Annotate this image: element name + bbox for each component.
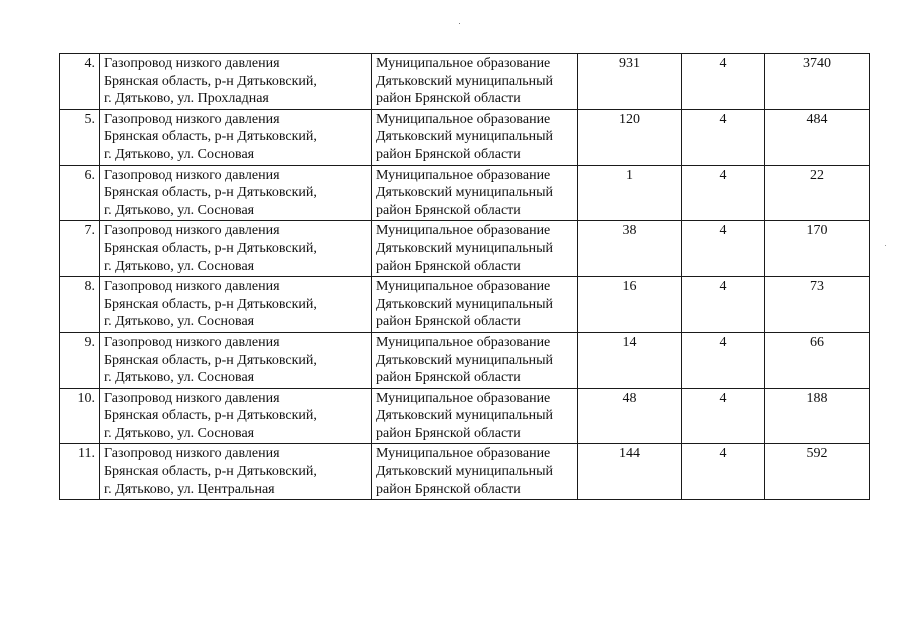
owner <box>372 109 578 165</box>
scan-speck <box>459 23 460 24</box>
table-row <box>60 332 870 388</box>
object-description <box>100 277 372 333</box>
second-value: 4 <box>682 54 765 110</box>
object-description <box>100 221 372 277</box>
object-region: Брянская область, р-н Дятьковский, <box>104 240 317 256</box>
row-number: 7. <box>60 221 100 277</box>
owner-line-2: Дятьковский муниципальный <box>376 73 554 89</box>
length-value: 38 <box>578 221 682 277</box>
owner-line-2: Дятьковский муниципальный <box>376 240 554 256</box>
owner-line-3: район Брянской области <box>376 370 521 386</box>
object-region: Брянская область, р-н Дятьковский, <box>104 129 317 145</box>
owner-line-2: Дятьковский муниципальный <box>376 185 554 201</box>
third-value: 484 <box>765 109 870 165</box>
scan-speck <box>885 245 886 246</box>
owner <box>372 388 578 444</box>
owner-line-3: район Брянской области <box>376 91 521 107</box>
table-row <box>60 277 870 333</box>
second-value: 4 <box>682 332 765 388</box>
row-number: 4. <box>60 54 100 110</box>
third-value: 66 <box>765 332 870 388</box>
second-value: 4 <box>682 277 765 333</box>
object-region: Брянская область, р-н Дятьковский, <box>104 408 317 424</box>
object-description <box>100 54 372 110</box>
object-street: г. Дятьково, ул. Сосновая <box>104 258 255 274</box>
object-name: Газопровод низкого давления <box>104 223 280 239</box>
length-value: 14 <box>578 332 682 388</box>
row-number: 11. <box>60 444 100 500</box>
object-region: Брянская область, р-н Дятьковский, <box>104 185 317 201</box>
object-description <box>100 388 372 444</box>
object-region: Брянская область, р-н Дятьковский, <box>104 296 317 312</box>
second-value: 4 <box>682 109 765 165</box>
table-row <box>60 54 870 110</box>
third-value: 3740 <box>765 54 870 110</box>
owner-line-1: Муниципальное образование <box>376 167 551 183</box>
object-street: г. Дятьково, ул. Сосновая <box>104 146 255 162</box>
owner-line-1: Муниципальное образование <box>376 111 551 127</box>
row-number: 8. <box>60 277 100 333</box>
object-description <box>100 444 372 500</box>
third-value: 170 <box>765 221 870 277</box>
second-value: 4 <box>682 388 765 444</box>
owner-line-1: Муниципальное образование <box>376 390 551 406</box>
object-name: Газопровод низкого давления <box>104 446 280 462</box>
length-value: 144 <box>578 444 682 500</box>
owner-line-2: Дятьковский муниципальный <box>376 408 554 424</box>
third-value: 73 <box>765 277 870 333</box>
object-street: г. Дятьково, ул. Сосновая <box>104 370 255 386</box>
object-name: Газопровод низкого давления <box>104 279 280 295</box>
length-value: 1 <box>578 165 682 221</box>
object-name: Газопровод низкого давления <box>104 334 280 350</box>
gas-pipeline-registry-table <box>59 53 870 500</box>
length-value: 120 <box>578 109 682 165</box>
length-value: 48 <box>578 388 682 444</box>
owner <box>372 444 578 500</box>
third-value: 188 <box>765 388 870 444</box>
owner-line-3: район Брянской области <box>376 314 521 330</box>
object-street: г. Дятьково, ул. Сосновая <box>104 314 255 330</box>
owner-line-3: район Брянской области <box>376 202 521 218</box>
owner-line-3: район Брянской области <box>376 258 521 274</box>
owner <box>372 277 578 333</box>
object-name: Газопровод низкого давления <box>104 167 280 183</box>
owner-line-3: район Брянской области <box>376 425 521 441</box>
owner <box>372 54 578 110</box>
owner-line-1: Муниципальное образование <box>376 223 551 239</box>
owner-line-2: Дятьковский муниципальный <box>376 464 554 480</box>
row-number: 5. <box>60 109 100 165</box>
object-description <box>100 109 372 165</box>
third-value: 592 <box>765 444 870 500</box>
object-name: Газопровод низкого давления <box>104 56 280 71</box>
owner-line-2: Дятьковский муниципальный <box>376 352 554 368</box>
object-name: Газопровод низкого давления <box>104 390 280 406</box>
length-value: 931 <box>578 54 682 110</box>
owner-line-2: Дятьковский муниципальный <box>376 296 554 312</box>
table-row <box>60 388 870 444</box>
table-body <box>60 54 870 500</box>
object-street: г. Дятьково, ул. Сосновая <box>104 425 255 441</box>
table-row <box>60 109 870 165</box>
owner-line-2: Дятьковский муниципальный <box>376 129 554 145</box>
table-row <box>60 221 870 277</box>
second-value: 4 <box>682 221 765 277</box>
object-region: Брянская область, р-н Дятьковский, <box>104 352 317 368</box>
object-street: г. Дятьково, ул. Центральная <box>104 481 275 497</box>
owner-line-1: Муниципальное образование <box>376 334 551 350</box>
row-number: 9. <box>60 332 100 388</box>
owner <box>372 165 578 221</box>
object-street: г. Дятьково, ул. Прохладная <box>104 91 269 107</box>
table-row <box>60 165 870 221</box>
owner-line-1: Муниципальное образование <box>376 56 551 71</box>
owner-line-3: район Брянской области <box>376 146 521 162</box>
third-value: 22 <box>765 165 870 221</box>
length-value: 16 <box>578 277 682 333</box>
object-region: Брянская область, р-н Дятьковский, <box>104 464 317 480</box>
owner-line-1: Муниципальное образование <box>376 279 551 295</box>
object-description <box>100 165 372 221</box>
row-number: 10. <box>60 388 100 444</box>
second-value: 4 <box>682 165 765 221</box>
owner <box>372 332 578 388</box>
owner-line-1: Муниципальное образование <box>376 446 551 462</box>
object-street: г. Дятьково, ул. Сосновая <box>104 202 255 218</box>
object-region: Брянская область, р-н Дятьковский, <box>104 73 317 89</box>
owner-line-3: район Брянской области <box>376 481 521 497</box>
row-number: 6. <box>60 165 100 221</box>
object-description <box>100 332 372 388</box>
second-value: 4 <box>682 444 765 500</box>
table-row <box>60 444 870 500</box>
owner <box>372 221 578 277</box>
object-name: Газопровод низкого давления <box>104 111 280 127</box>
